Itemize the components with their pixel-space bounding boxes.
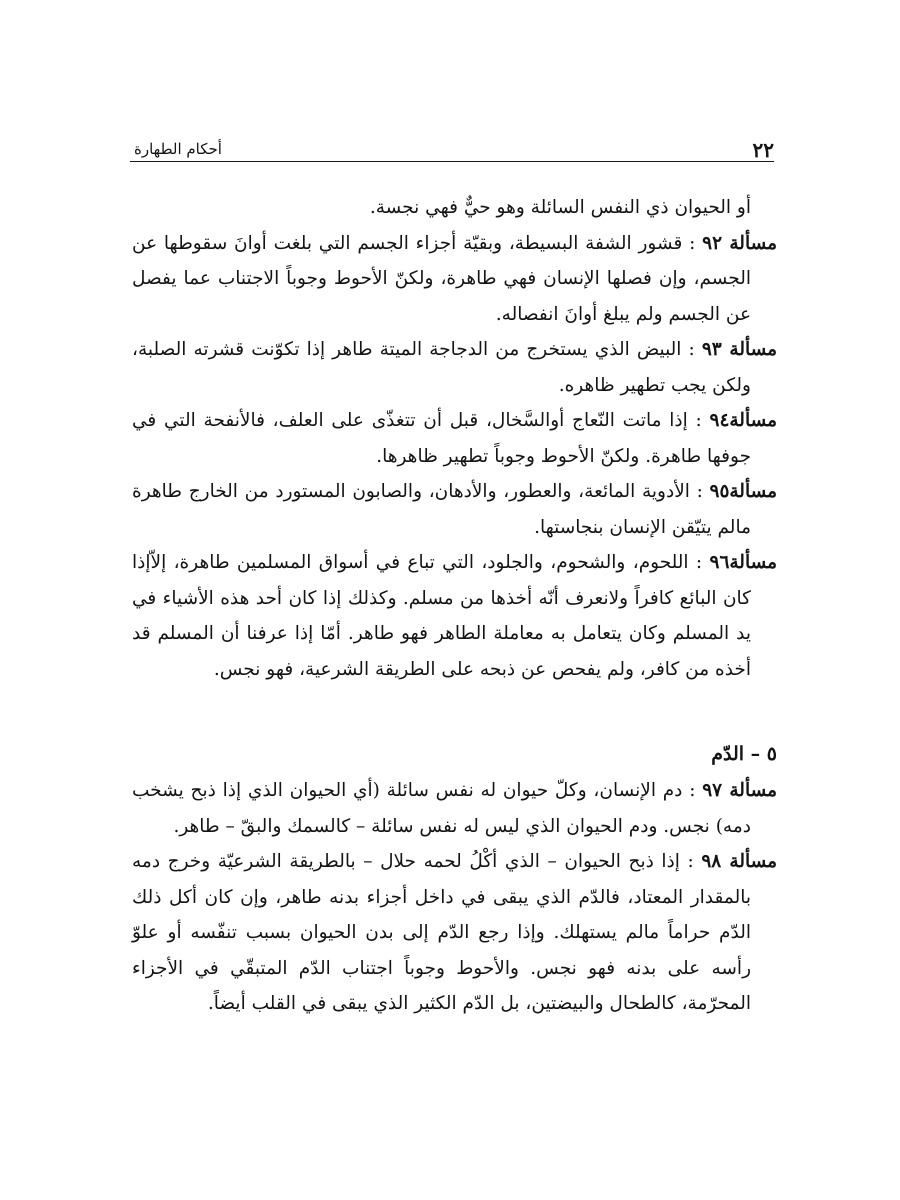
issue-label: مسألة٩٦	[709, 552, 777, 573]
issue-label: مسألة٩٥	[709, 481, 777, 502]
issue-text: : إذا ماتت النّعاج أوالسَّخال، قبل أن تتغذّى على العلف، فالأنفحة التي في جوفها طاهرة. ولكنّ الأحوط وجوباً تطهير ظاهرها.	[132, 410, 751, 467]
issue-label: مسألة ٩٧	[702, 780, 777, 801]
paragraph-continuation	[132, 190, 777, 226]
issue-label: مسألة ٩٢	[702, 232, 777, 254]
issue-label: مسألة ٩٣	[701, 339, 778, 360]
paragraph-text: أو الحيوان ذي النفس السائلة وهو حيٌّ فهي نجسة.	[369, 197, 751, 218]
issue-text: : دم الإنسان، وكلّ حيوان له نفس سائلة (أي الحيوان الذي إذا ذبح يشخب دمه) نجس. ودم الحيوان الذي ليس له نفس سائلة – كالسمك والبقّ – طاهر.	[132, 780, 751, 837]
issue-label: مسألة ٩٨	[701, 851, 778, 872]
issue-text: : قشور الشفة البسيطة، وبقيّة أجزاء الجسم التي بلغت أوانَ سقوطها عن الجسم، وإن فصلها الإنسان فهي طاهرة، ولكنّ الأحوط وجوباً الاجتناب عما يفصل عن الجسم ولم يبلغ أوانَ انفصاله.	[132, 232, 751, 325]
book-title: أحكام الطهارة	[134, 140, 222, 158]
issue-94	[132, 403, 777, 474]
issue-label: مسألة٩٤	[709, 410, 777, 431]
page-number: ٢٢	[752, 138, 774, 162]
issue-96	[132, 545, 777, 687]
issue-98	[132, 844, 777, 1022]
issue-text: : اللحوم، والشحوم، والجلود، التي تباع في أسواق المسلمين طاهرة، إلاّإذا كان البائع كافراً ولانعرف أنّه أخذها من مسلم. وكذلك إذا كان أحد هذه الأشياء في يد المسلم وكان يتعامل به معاملة الطاهر فهو طاهر. أمّا إذا عرفنا أن المسلم قد أخذه من كافر، ولم يفحص عن ذبحه على الطريقة الشرعية، فهو نجس.	[132, 552, 751, 680]
issue-93	[132, 332, 777, 403]
issue-92	[132, 226, 777, 333]
issue-text: : الأدوية المائعة، والعطور، والأدهان، والصابون المستورد من الخارج طاهرة مالم يتيّقن الإنسان بنجاستها.	[132, 481, 751, 538]
section-heading: ٥ – الدّم	[711, 743, 777, 765]
body-text	[132, 190, 777, 1022]
issue-95	[132, 474, 777, 545]
issue-text: : إذا ذبح الحيوان – الذي أكْلُ لحمه حلال – بالطريقة الشرعيّة وخرج دمه بالمقدار المعتاد، فالدّم الذي يبقى في داخل أجزاء بدنه طاهر، وإن كان أكل ذلك الدّم حراماً مالم يستهلك. وإذا رجع الدّم إلى بدن الحيوان بسبب تنفّسه أو علوّ رأسه على بدنه فهو نجس. والأحوط وجوباً اجتناب الدّم المتبقّي في الأجزاء المحرّمة، كالطحال والبيضتين، بل الدّم الكثير الذي يبقى في القلب أيضاً.	[132, 851, 751, 1014]
issue-97	[132, 773, 777, 844]
header-rule	[130, 161, 774, 162]
running-header	[132, 134, 774, 164]
issue-text: : البيض الذي يستخرج من الدجاجة الميتة طاهر إذا تكوّنت قشرته الصلبة، ولكن يجب تطهير ظاهره.	[132, 339, 751, 396]
